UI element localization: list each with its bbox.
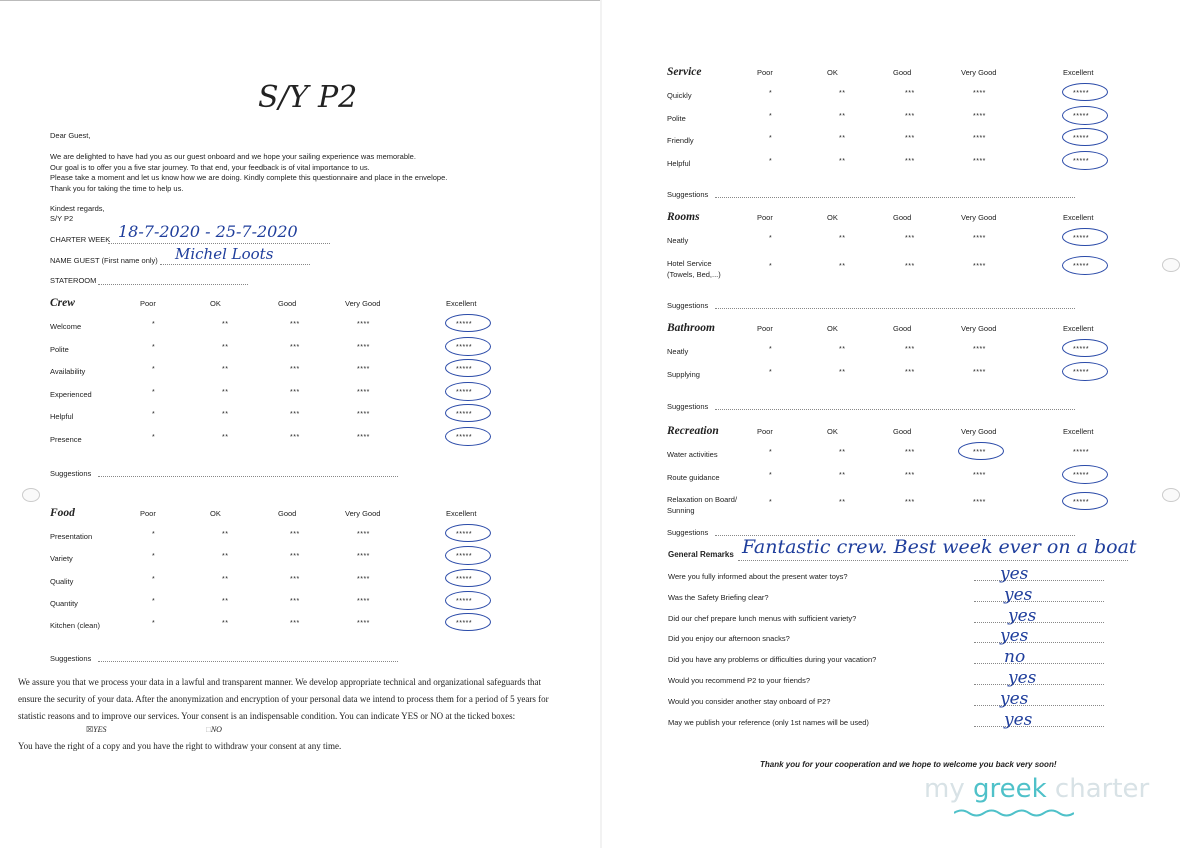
rating-option-2-stars[interactable]: ** (839, 112, 846, 120)
row-label-line: Sunning (667, 506, 695, 515)
rating-row-food-4-label (50, 620, 100, 631)
intro-line: We are delighted to have had you as our guest onboard and we hope your sailing experience was memorable. (50, 152, 416, 161)
rating-option-4-stars[interactable]: **** (357, 343, 370, 351)
row-label-line: Presentation (50, 532, 93, 541)
rating-option-2-stars[interactable]: ** (839, 135, 846, 142)
intro-line: Our goal is to offer you a five star journey. To that end, your feedback is of vital importance to us. (50, 162, 370, 172)
rating-selection-circle (1062, 492, 1108, 510)
question-answer[interactable]: yes (1004, 709, 1033, 730)
rating-header-poor: Poor (757, 68, 773, 77)
rating-header-very-good: Very Good (961, 324, 997, 333)
rating-selection-circle (1062, 106, 1108, 125)
rating-option-3-stars[interactable]: *** (290, 343, 300, 351)
rating-header-good: Good (278, 299, 297, 308)
row-label-line: Water activities (667, 450, 718, 459)
binder-hole-icon (22, 488, 40, 502)
rating-option-3-stars[interactable]: *** (905, 471, 915, 479)
rating-header-excellent: Excellent (1063, 427, 1094, 436)
rating-option-2-stars[interactable]: ** (839, 346, 846, 353)
watermark-brand: greek (972, 774, 1047, 804)
rating-option-5-stars[interactable]: ***** (1073, 346, 1090, 353)
rating-selection-circle (445, 546, 491, 565)
rating-option-2-stars[interactable]: ** (222, 575, 229, 583)
scan-edge (0, 0, 600, 1)
rating-option-3-stars[interactable]: *** (905, 112, 915, 120)
rating-selection-circle (445, 427, 491, 446)
section-title-service: Service (667, 66, 702, 78)
suggestions-line-food[interactable] (98, 661, 398, 662)
question-answer[interactable]: no (1004, 647, 1026, 668)
suggestions-label-crew: Suggestions (50, 469, 92, 478)
rating-option-3-stars[interactable]: *** (905, 499, 915, 506)
row-label-line: Variety (50, 554, 73, 564)
watermark-logo (924, 774, 1149, 804)
rating-option-3-stars[interactable]: *** (905, 157, 915, 165)
rating-selection-circle (1062, 256, 1108, 275)
rating-row-bathroom-1-label (667, 369, 700, 380)
rating-option-5-stars[interactable]: ***** (1073, 235, 1090, 242)
rating-header-ok: OK (210, 509, 221, 518)
suggestions-line-service[interactable] (715, 197, 1075, 198)
rating-option-3-stars[interactable]: *** (290, 411, 300, 418)
stateroom-label: STATEROOM (50, 276, 97, 285)
rating-option-4-stars[interactable]: **** (357, 531, 370, 538)
rating-option-3-stars[interactable]: *** (905, 90, 915, 97)
consent-no-option[interactable] (206, 725, 222, 734)
question-answer[interactable]: yes (1008, 605, 1037, 626)
rating-selection-circle (445, 314, 491, 332)
consent-yes-label: YES (93, 725, 107, 734)
checkbox-checked-icon: ☒ (86, 725, 94, 734)
rating-header-very-good: Very Good (961, 427, 997, 436)
question-text: May we publish your reference (only 1st names will be used) (668, 717, 869, 727)
rating-selection-circle (445, 524, 491, 542)
rating-header-very-good: Very Good (961, 213, 997, 222)
rating-option-1-stars[interactable]: * (769, 112, 773, 120)
rating-option-2-stars[interactable]: ** (839, 471, 846, 479)
row-label-line: Neatly (667, 236, 689, 245)
suggestions-line-bathroom[interactable] (715, 409, 1075, 410)
rating-option-2-stars[interactable]: ** (839, 235, 846, 242)
rating-header-ok: OK (827, 68, 838, 77)
rating-header-excellent: Excellent (446, 299, 477, 308)
row-label-line: Kitchen (clean) (50, 621, 101, 631)
answer-line (974, 726, 1104, 727)
greeting: Dear Guest, (50, 131, 91, 140)
row-label-line: Hotel Service (667, 258, 712, 268)
answer-line (974, 705, 1104, 706)
section-title-bathroom: Bathroom (667, 322, 715, 334)
general-remarks-value[interactable]: Fantastic crew. Best week ever on a boat (742, 536, 1137, 558)
rating-option-2-stars[interactable]: ** (222, 411, 229, 418)
rating-option-3-stars[interactable]: *** (290, 433, 300, 441)
answer-line (974, 663, 1104, 664)
rating-header-very-good: Very Good (961, 68, 997, 77)
row-label-line: Helpful (50, 412, 74, 421)
rating-option-3-stars[interactable]: *** (905, 346, 915, 353)
rating-selection-circle (445, 359, 491, 377)
rating-option-2-stars[interactable]: ** (222, 343, 229, 351)
question-answer[interactable]: yes (1000, 626, 1029, 647)
rating-row-crew-0-label (50, 321, 81, 332)
rating-option-3-stars[interactable]: *** (290, 597, 300, 605)
rating-option-5-stars[interactable]: ***** (1073, 135, 1090, 142)
rating-option-4-stars[interactable]: **** (357, 620, 370, 628)
rating-selection-circle (445, 591, 491, 610)
rating-option-2-stars[interactable]: ** (839, 449, 846, 456)
rating-option-1-stars[interactable]: * (769, 449, 773, 456)
rating-selection-circle (1062, 228, 1108, 246)
rating-option-3-stars[interactable]: *** (905, 262, 915, 270)
rating-option-5-stars[interactable]: ***** (456, 597, 473, 605)
row-label-line: Quickly (667, 91, 692, 100)
rating-row-bathroom-0-label (667, 346, 688, 357)
rating-option-4-stars[interactable]: **** (357, 597, 370, 605)
charter-week-value[interactable]: 18-7-2020 - 25-7-2020 (118, 222, 298, 241)
row-label-line: Helpful (667, 158, 691, 168)
rating-option-1-stars[interactable]: * (152, 597, 156, 605)
rating-row-food-3-label (50, 598, 78, 609)
rating-header-poor: Poor (757, 324, 773, 333)
rating-option-4-stars[interactable]: **** (973, 449, 986, 456)
rating-option-3-stars[interactable]: *** (905, 369, 915, 376)
rating-row-rooms-0-label (667, 235, 688, 246)
rating-option-4-stars[interactable]: **** (357, 575, 370, 583)
rating-option-3-stars[interactable]: *** (290, 531, 300, 538)
name-line (160, 264, 310, 265)
rating-option-4-stars[interactable]: **** (973, 235, 986, 242)
suggestions-label-food: Suggestions (50, 654, 92, 663)
name-value[interactable]: Michel Loots (175, 245, 274, 263)
rating-option-1-stars[interactable]: * (769, 262, 773, 270)
question-text: Would you consider another stay onboard of P2? (668, 696, 831, 706)
rating-row-service-2-label (667, 135, 694, 146)
closing-thanks: Thank you for your cooperation and we hope to welcome you back very soon! (760, 760, 1057, 769)
rating-option-1-stars[interactable]: * (769, 471, 773, 479)
rating-header-good: Good (278, 509, 297, 518)
rating-option-4-stars[interactable]: **** (973, 262, 986, 270)
rating-option-3-stars[interactable]: *** (290, 553, 300, 561)
name-label: NAME GUEST (First name only) (50, 256, 158, 265)
rating-row-crew-2-label (50, 366, 85, 377)
rating-selection-circle (445, 404, 491, 422)
rating-option-1-stars[interactable]: * (769, 157, 773, 165)
answer-line (974, 684, 1104, 685)
rating-row-recreation-1-label (667, 472, 720, 483)
rating-row-recreation-2-label (667, 494, 737, 516)
rating-header-very-good: Very Good (345, 299, 381, 308)
rating-option-2-stars[interactable]: ** (222, 620, 229, 628)
rating-header-poor: Poor (140, 299, 156, 308)
checkbox-empty-icon: □ (206, 725, 211, 734)
rating-row-crew-5-label (50, 434, 82, 445)
rating-option-5-stars[interactable]: ***** (1073, 471, 1090, 479)
rating-option-1-stars[interactable]: * (769, 235, 773, 242)
rating-option-1-stars[interactable]: * (769, 135, 773, 142)
rating-header-poor: Poor (140, 509, 156, 518)
rating-row-food-1-label (50, 553, 73, 564)
section-title-recreation: Recreation (667, 425, 719, 437)
general-remarks-label: General Remarks (668, 550, 734, 559)
consent-line: ensure the security of your data. After the anonymization and encryption of your personal data we intend to process them for a period of 5 years for (18, 694, 549, 704)
rating-option-1-stars[interactable]: * (152, 388, 156, 396)
rating-selection-circle (1062, 339, 1108, 357)
rating-option-5-stars[interactable]: ***** (456, 531, 473, 538)
rating-header-good: Good (893, 324, 912, 333)
rating-option-5-stars[interactable]: ***** (456, 343, 473, 351)
rating-option-1-stars[interactable]: * (769, 369, 773, 376)
intro-line: Please take a moment and let us know how we are doing. Kindly complete this questionnaire and place in the envelope. (50, 173, 448, 182)
suggestions-label-service: Suggestions (667, 190, 709, 199)
rating-header-excellent: Excellent (1063, 324, 1094, 333)
rating-selection-circle (1062, 151, 1108, 170)
row-label-line: Availability (50, 367, 86, 376)
binder-hole-icon (1162, 258, 1180, 272)
rating-row-rooms-1-label (667, 258, 721, 280)
row-label-line: Polite (50, 344, 69, 354)
rating-option-4-stars[interactable]: **** (357, 388, 370, 396)
suggestions-line-crew[interactable] (98, 476, 398, 477)
watermark-wave-icon (954, 808, 1074, 818)
row-label-line: Polite (667, 113, 686, 123)
consent-footer: You have the right of a copy and you have the right to withdraw your consent at any time. (18, 741, 342, 751)
rating-option-2-stars[interactable]: ** (222, 366, 229, 373)
question-text: Were you fully informed about the present water toys? (668, 572, 848, 581)
row-label-line: Experienced (50, 389, 92, 399)
rating-header-very-good: Very Good (345, 509, 381, 518)
answer-line (974, 642, 1104, 643)
rating-option-5-stars[interactable]: ***** (1073, 90, 1090, 97)
rating-header-excellent: Excellent (1063, 213, 1094, 222)
row-label-line: Neatly (667, 347, 689, 356)
question-answer[interactable]: yes (1004, 584, 1033, 605)
question-answer[interactable]: yes (1008, 668, 1037, 688)
rating-option-5-stars[interactable]: ***** (456, 388, 473, 396)
rating-option-3-stars[interactable]: *** (290, 321, 300, 328)
rating-option-5-stars[interactable]: ***** (456, 620, 473, 628)
rating-selection-circle (445, 569, 491, 587)
rating-selection-circle (445, 613, 491, 631)
stateroom-line (98, 284, 248, 285)
rating-row-service-3-label (667, 158, 690, 169)
section-title-rooms: Rooms (667, 211, 700, 223)
rating-row-crew-3-label (50, 389, 92, 400)
rating-header-ok: OK (827, 427, 838, 436)
rating-header-excellent: Excellent (1063, 68, 1094, 77)
question-answer[interactable]: yes (1000, 688, 1029, 709)
row-label-line: Supplying (667, 370, 700, 379)
rating-option-3-stars[interactable]: *** (905, 235, 915, 242)
rating-selection-circle (1062, 362, 1108, 381)
rating-option-5-stars[interactable]: ***** (1073, 157, 1090, 165)
rating-option-4-stars[interactable]: **** (357, 411, 370, 418)
signoff: S/Y P2 (50, 214, 74, 223)
row-label-line: Quality (50, 576, 74, 586)
rating-option-2-stars[interactable]: ** (839, 369, 846, 376)
rating-option-4-stars[interactable]: **** (357, 321, 370, 328)
rating-header-good: Good (893, 213, 912, 222)
rating-row-food-2-label (50, 576, 73, 587)
rating-option-3-stars[interactable]: *** (290, 620, 300, 628)
answer-line (974, 580, 1104, 581)
rating-option-3-stars[interactable]: *** (290, 575, 300, 583)
rating-option-4-stars[interactable]: **** (973, 499, 986, 506)
rating-option-1-stars[interactable]: * (769, 346, 773, 353)
rating-header-good: Good (893, 427, 912, 436)
rating-selection-circle (1062, 465, 1108, 484)
rating-option-4-stars[interactable]: **** (973, 135, 986, 142)
rating-option-1-stars[interactable]: * (769, 499, 773, 506)
rating-option-2-stars[interactable]: ** (222, 321, 229, 328)
rating-option-4-stars[interactable]: **** (973, 369, 986, 376)
rating-header-good: Good (893, 68, 912, 77)
rating-option-5-stars[interactable]: ***** (456, 575, 473, 583)
rating-selection-circle (445, 382, 491, 401)
charter-week-label: CHARTER WEEK (50, 235, 111, 244)
rating-option-1-stars[interactable]: * (769, 90, 773, 97)
question-text: Would you recommend P2 to your friends? (668, 676, 811, 685)
rating-selection-circle (1062, 83, 1108, 101)
row-label-line: Welcome (50, 322, 82, 331)
rating-option-3-stars[interactable]: *** (905, 135, 915, 142)
rating-option-2-stars[interactable]: ** (839, 499, 846, 506)
rating-header-ok: OK (827, 213, 838, 222)
rating-option-5-stars[interactable]: ***** (456, 411, 473, 418)
question-text: Was the Safety Briefing clear? (668, 592, 769, 602)
rating-row-crew-1-label (50, 344, 69, 355)
regards: Kindest regards, (50, 204, 105, 213)
charter-week-line (108, 243, 330, 244)
rating-option-2-stars[interactable]: ** (222, 597, 229, 605)
answer-line (974, 622, 1104, 623)
rating-option-4-stars[interactable]: **** (357, 553, 370, 561)
suggestions-label-recreation: Suggestions (667, 528, 709, 537)
rating-option-1-stars[interactable]: * (152, 531, 156, 538)
rating-option-4-stars[interactable]: **** (973, 346, 986, 353)
rating-selection-circle (958, 442, 1004, 460)
answer-line (974, 601, 1104, 602)
consent-no-label: NO (210, 725, 222, 734)
watermark-prefix: my (924, 774, 973, 804)
rating-row-recreation-0-label (667, 449, 718, 460)
rating-header-poor: Poor (757, 213, 773, 222)
rating-option-4-stars[interactable]: **** (973, 471, 986, 479)
rating-option-1-stars[interactable]: * (152, 321, 156, 328)
rating-header-ok: OK (210, 299, 221, 308)
rating-row-service-0-label (667, 90, 692, 101)
rating-option-4-stars[interactable]: **** (973, 157, 986, 165)
boat-title: S/Y P2 (258, 80, 358, 115)
binder-hole-icon (1162, 488, 1180, 502)
rating-option-4-stars[interactable]: **** (357, 433, 370, 441)
rating-option-2-stars[interactable]: ** (839, 157, 846, 165)
rating-option-5-stars[interactable]: ***** (456, 366, 473, 373)
rating-row-food-0-label (50, 531, 92, 542)
section-title-crew: Crew (50, 297, 75, 309)
rating-option-5-stars[interactable]: ***** (456, 321, 473, 328)
rating-option-1-stars[interactable]: * (152, 343, 156, 351)
rating-header-ok: OK (827, 324, 838, 333)
rating-option-5-stars[interactable]: ***** (456, 433, 473, 441)
consent-line: statistic reasons and to improve our services. Your consent is an indispensable condition. You can indicate YES or NO at the ticked boxes: (18, 711, 516, 721)
suggestions-line-rooms[interactable] (715, 308, 1075, 309)
row-label-line: Route guidance (667, 472, 720, 482)
row-label-line: Presence (50, 434, 82, 444)
rating-option-5-stars[interactable]: ***** (1073, 499, 1090, 506)
rating-option-2-stars[interactable]: ** (839, 90, 846, 97)
question-answer[interactable]: yes (1000, 564, 1029, 584)
intro-line: Thank you for taking the time to help us. (50, 183, 184, 193)
rating-option-1-stars[interactable]: * (152, 620, 156, 628)
question-text: Did our chef prepare lunch menus with sufficient variety? (668, 613, 857, 623)
rating-option-1-stars[interactable]: * (152, 411, 156, 418)
rating-option-4-stars[interactable]: **** (973, 90, 986, 97)
rating-header-poor: Poor (757, 427, 773, 436)
rating-option-4-stars[interactable]: **** (357, 366, 370, 373)
row-label-line: Quantity (50, 598, 78, 608)
rating-row-service-1-label (667, 113, 686, 124)
consent-yes-option[interactable] (86, 725, 107, 734)
rating-option-1-stars[interactable]: * (152, 366, 156, 373)
rating-option-3-stars[interactable]: *** (290, 366, 300, 373)
rating-option-5-stars[interactable]: ***** (1073, 369, 1090, 376)
rating-option-2-stars[interactable]: ** (222, 388, 229, 396)
rating-option-1-stars[interactable]: * (152, 433, 156, 441)
rating-option-5-stars[interactable]: ***** (456, 553, 473, 561)
row-label-line: Friendly (667, 136, 694, 145)
rating-option-2-stars[interactable]: ** (222, 531, 229, 538)
rating-option-2-stars[interactable]: ** (222, 553, 229, 561)
right-page (602, 0, 1200, 848)
rating-row-crew-4-label (50, 411, 73, 422)
rating-option-1-stars[interactable]: * (152, 575, 156, 583)
general-remarks-line (738, 560, 1128, 561)
suggestions-label-bathroom: Suggestions (667, 402, 709, 411)
rating-selection-circle (445, 337, 491, 356)
rating-option-5-stars[interactable]: ***** (1073, 112, 1090, 120)
row-label-line: (Towels, Bed,...) (667, 269, 721, 279)
rating-header-excellent: Excellent (446, 509, 477, 518)
rating-option-3-stars[interactable]: *** (905, 449, 915, 456)
watermark-suffix: charter (1046, 774, 1150, 804)
rating-option-4-stars[interactable]: **** (973, 112, 986, 120)
rating-option-5-stars[interactable]: ***** (1073, 449, 1090, 456)
rating-option-2-stars[interactable]: ** (222, 433, 229, 441)
rating-selection-circle (1062, 128, 1108, 146)
rating-option-5-stars[interactable]: ***** (1073, 262, 1090, 270)
rating-option-3-stars[interactable]: *** (290, 388, 300, 396)
rating-option-1-stars[interactable]: * (152, 553, 156, 561)
suggestions-label-rooms: Suggestions (667, 301, 709, 310)
rating-option-2-stars[interactable]: ** (839, 262, 846, 270)
question-text: Did you enjoy our afternoon snacks? (668, 634, 790, 644)
section-title-food: Food (50, 507, 75, 519)
consent-line: We assure you that we process your data in a lawful and transparent manner. We develop appropriate technical and organizational safeguards that (18, 677, 542, 687)
question-text: Did you have any problems or difficulties during your vacation? (668, 655, 877, 665)
row-label-line: Relaxation on Board/ (667, 495, 738, 504)
